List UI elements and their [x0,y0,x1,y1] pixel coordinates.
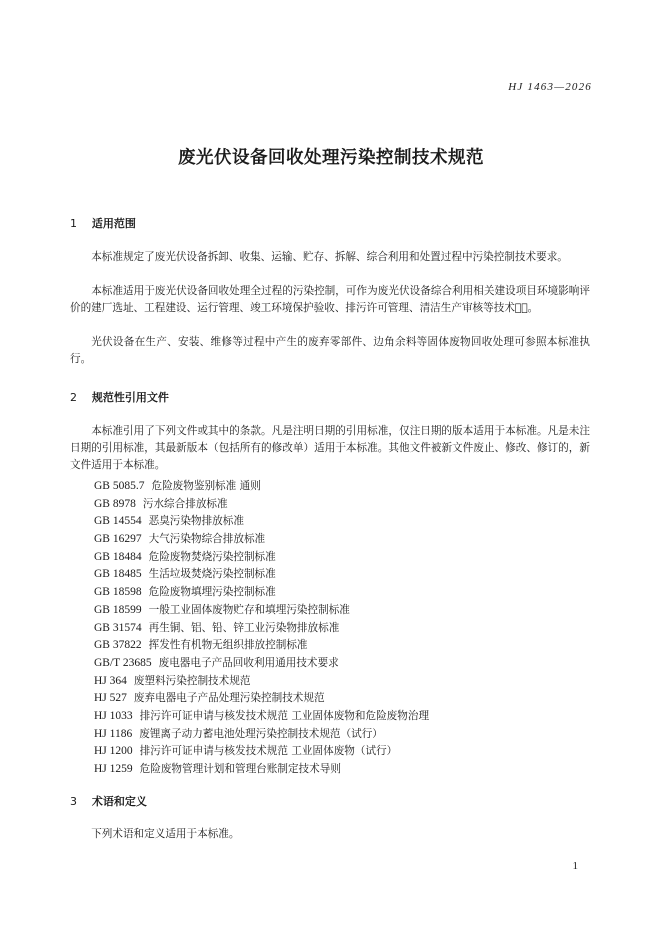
reference-name: 排污许可证申请与核发技术规范 工业固体废物和危险废物治理 [139,709,430,722]
reference-name: 挥发性有机物无组织排放控制标准 [148,639,308,652]
reference-code: HJ 527 [94,692,127,705]
section-title: 术语和定义 [91,795,147,808]
reference-name: 废弃电器电子产品处理污染控制技术规范 [133,692,325,705]
reference-name: 危险废物焚烧污染控制标准 [148,550,276,563]
document-title: 废光伏设备回收处理污染控制技术规范 [178,148,484,168]
reference-name: 废电器电子产品回收利用通用技术要求 [158,656,339,669]
reference-code: GB/T 23685 [94,656,152,669]
reference-code: GB 31574 [94,621,142,634]
paragraph: 本标准规定了废光伏设备拆卸、收集、运输、贮存、拆解、综合利用和处置过程中污染控制技术要求。 [91,251,568,263]
paragraph: 下列术语和定义适用于本标准。 [91,828,240,840]
reference-item [94,531,429,549]
reference-item [94,673,429,691]
reference-name: 危险废物鉴别标准 通则 [151,480,261,492]
reference-item [94,602,429,620]
reference-item [94,584,429,602]
reference-name: 污水综合排放标准 [142,497,228,510]
paragraph: 本标准引用了下列文件或其中的条款。凡是注明日期的引用标准，仅注日期的版本适用于本标准。凡是未注日期的引用标准，其最新版本（包括所有的修改单）适用于本标准。其他文件被新文件废止、修改、修订的，新文件适用于本标准。 [70,425,590,471]
reference-code: GB 14554 [94,515,142,528]
reference-item [94,743,429,761]
reference-item [94,513,429,531]
document-code: HJ 1463—2026 [508,81,592,93]
reference-code: HJ 1259 [94,763,133,775]
reference-item [94,761,429,779]
reference-code: GB 18485 [94,568,142,581]
section-title: 适用范围 [91,217,136,230]
reference-item [94,620,429,638]
section-heading-terms [70,793,147,809]
reference-list [94,478,429,779]
page-number: 1 [572,860,578,872]
section-number: 2 [70,391,77,404]
reference-name: 危险废物管理计划和管理台账制定技术导则 [139,763,341,775]
reference-item [94,655,429,673]
reference-code: GB 8978 [94,497,136,510]
section-heading-scope [70,215,136,231]
paragraph: 本标准适用于废光伏设备回收处理全过程的污染控制，可作为废光伏设备综合利用相关建设项目环境影响评价的建厂选址、工程建设、运行管理、竣工环境保护验收、排污许可管理、清洁生产审核等技术  。 [70,285,590,314]
reference-code: GB 16297 [94,533,142,546]
reference-name: 废锂离子动力蓄电池处理污染控制技术规范（试行） [139,727,383,740]
reference-code: GB 18484 [94,550,142,563]
reference-name: 排污许可证申请与核发技术规范 工业固体废物（试行） [139,745,398,758]
reference-item [94,708,429,726]
reference-code: GB 5085.7 [94,480,145,492]
reference-code: HJ 1033 [94,709,133,722]
reference-name: 恶臭污染物排放标准 [148,515,244,528]
reference-code: GB 37822 [94,639,142,652]
reference-code: GB 18598 [94,586,142,599]
reference-item [94,690,429,708]
reference-code: HJ 1200 [94,745,133,758]
reference-name: 废塑料污染控制技术规范 [133,674,251,687]
section-heading-references [70,389,169,405]
reference-name: 再生铜、铝、铅、锌工业污染物排放标准 [148,621,340,634]
paragraph: 光伏设备在生产、安装、维修等过程中产生的废弃零部件、边角余料等固体废物回收处理可参照本标准执行。 [70,336,590,365]
section-number: 3 [70,795,77,808]
reference-name: 生活垃圾焚烧污染控制标准 [148,568,276,581]
reference-item [94,496,429,514]
reference-item [94,566,429,584]
reference-code: HJ 1186 [94,727,133,740]
reference-name: 一般工业固体废物贮存和填埋污染控制标准 [148,603,350,616]
section-number: 1 [70,217,77,230]
reference-code: HJ 364 [94,674,127,687]
reference-item [94,726,429,744]
reference-name: 危险废物填埋污染控制标准 [148,586,276,599]
reference-name: 大气污染物综合排放标准 [148,533,266,546]
section-title: 规范性引用文件 [91,391,169,404]
reference-item [94,478,429,496]
reference-code: GB 18599 [94,603,142,616]
reference-item [94,637,429,655]
reference-item [94,549,429,567]
